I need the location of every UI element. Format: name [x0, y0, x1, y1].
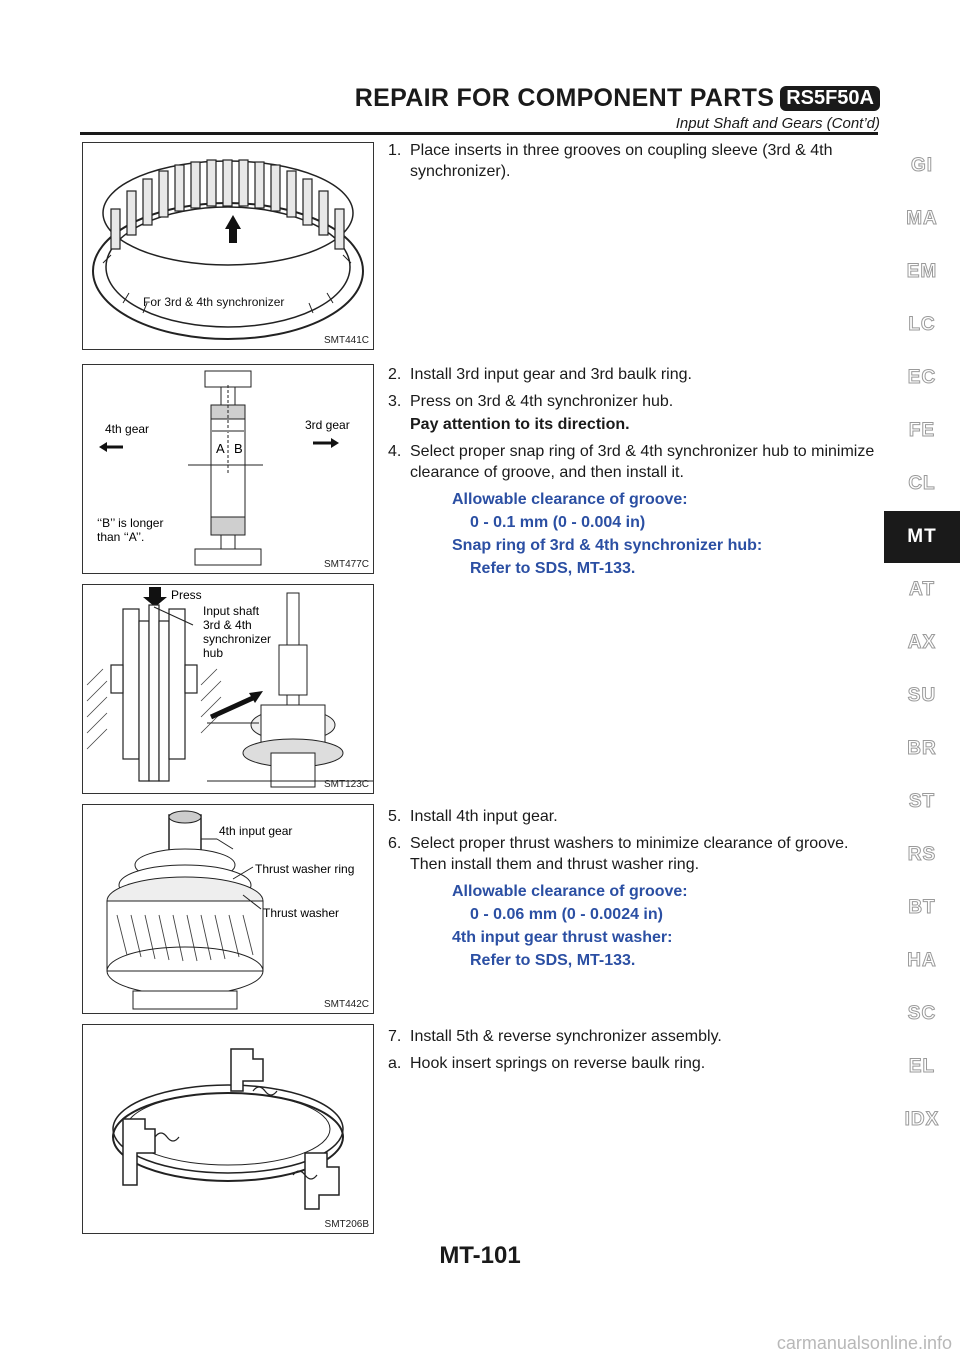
step-number: 4.	[388, 443, 402, 460]
instructions-section-4	[388, 1026, 878, 1080]
figure-code: SMT441C	[323, 335, 369, 346]
reverse-baulk-ring-illustration	[83, 1025, 373, 1233]
hub-direction-illustration	[83, 365, 373, 573]
figure-code: SMT477C	[323, 559, 369, 570]
step-text: Install 3rd input gear and 3rd baulk ring.	[410, 366, 692, 383]
spec-value: Refer to SDS, MT-133.	[470, 560, 636, 577]
spec-value: Refer to SDS, MT-133.	[470, 952, 636, 969]
step-4	[388, 441, 878, 483]
tab-lc[interactable]: LC	[908, 314, 936, 335]
tab-mt[interactable]: MT	[884, 511, 960, 563]
step-text: Hook insert springs on reverse baulk ring.	[410, 1055, 706, 1072]
step-2	[388, 364, 878, 385]
tab-fe[interactable]: FE	[908, 420, 936, 441]
spec-label: 4th input gear thrust washer:	[452, 929, 673, 946]
tab-em[interactable]: EM	[906, 261, 938, 282]
label-a: A	[216, 441, 225, 456]
step-1	[388, 140, 878, 182]
4th-input-gear-illustration	[83, 805, 373, 1013]
figure-code: SMT442C	[323, 999, 369, 1010]
step-number: 3.	[388, 393, 402, 410]
tab-at[interactable]: AT	[909, 579, 935, 600]
label-3rd-gear: 3rd gear	[305, 418, 350, 432]
label-b: B	[234, 441, 243, 456]
instructions-section-1	[388, 140, 878, 188]
step-5	[388, 806, 878, 827]
step-text: Select proper snap ring of 3rd & 4th synchronizer hub to minimize clearance of groove, and then install it.	[410, 443, 875, 481]
note-line-1: ‘‘B’’ is longer	[97, 516, 164, 530]
model-badge: RS5F50A	[780, 86, 880, 111]
figure-code: SMT206B	[324, 1219, 369, 1230]
step-3	[388, 391, 878, 412]
step-text: Install 5th & reverse synchronizer assembly.	[410, 1028, 722, 1045]
note-line-2: than ‘‘A’’.	[97, 530, 145, 544]
page-number: MT-101	[439, 1242, 521, 1269]
spec-label: Allowable clearance of groove:	[452, 491, 688, 508]
tab-el[interactable]: EL	[908, 1056, 936, 1077]
header-rule	[80, 132, 878, 135]
tab-gi[interactable]: GI	[910, 155, 934, 176]
step-number: 1.	[388, 142, 402, 159]
figure-4th-input-gear	[82, 804, 374, 1014]
step-text: Place inserts in three grooves on coupling sleeve (3rd & 4th synchronizer).	[410, 142, 833, 180]
figure-reverse-baulk-ring	[82, 1024, 374, 1234]
page-title: REPAIR FOR COMPONENT PARTS	[354, 84, 775, 112]
page-subtitle: Input Shaft and Gears (Cont’d)	[675, 115, 880, 132]
step-7	[388, 1026, 878, 1047]
tab-st[interactable]: ST	[908, 791, 936, 812]
spec-label: Allowable clearance of groove:	[452, 883, 688, 900]
tab-cl[interactable]: CL	[908, 473, 936, 494]
step-number: 5.	[388, 808, 402, 825]
step-6	[388, 833, 878, 875]
spec-label: Snap ring of 3rd & 4th synchronizer hub:	[452, 537, 763, 554]
figure-press-hub	[82, 584, 374, 794]
tab-su[interactable]: SU	[907, 685, 937, 706]
instructions-section-3	[388, 806, 878, 973]
tab-ha[interactable]: HA	[907, 950, 937, 971]
step-text: Select proper thrust washers to minimize clearance of groove. Then install them and thrust washer ring.	[410, 835, 849, 873]
label-4th-gear: 4th gear	[105, 422, 150, 436]
coupling-sleeve-illustration	[83, 143, 373, 349]
label-4th-input-gear: 4th input gear	[219, 824, 293, 838]
header-title-line	[300, 84, 880, 113]
spec-value: 0 - 0.06 mm (0 - 0.0024 in)	[470, 906, 663, 923]
tab-sc[interactable]: SC	[907, 1003, 937, 1024]
label-hub: hub	[203, 646, 224, 660]
tab-ma[interactable]: MA	[906, 208, 938, 229]
step-number: a.	[388, 1055, 402, 1072]
tab-bt[interactable]: BT	[908, 897, 936, 918]
figure-code: SMT123C	[323, 779, 369, 790]
figure-label: For 3rd & 4th synchronizer	[143, 295, 285, 309]
label-synchronizer: synchronizer	[203, 632, 272, 646]
press-hub-illustration	[83, 585, 373, 793]
label-input-shaft: Input shaft	[203, 604, 260, 618]
spec-value: 0 - 0.1 mm (0 - 0.004 in)	[470, 514, 646, 531]
label-press: Press	[171, 588, 202, 602]
tab-br[interactable]: BR	[907, 738, 937, 759]
step-number: 7.	[388, 1028, 402, 1045]
label-thrust-washer-ring: Thrust washer ring	[255, 862, 355, 876]
tab-rs[interactable]: RS	[907, 844, 937, 865]
page-header	[300, 84, 880, 132]
instructions-section-2	[388, 364, 878, 581]
tab-ec[interactable]: EC	[907, 367, 937, 388]
step-text: Install 4th input gear.	[410, 808, 558, 825]
step-3-note: Pay attention to its direction.	[410, 416, 630, 433]
watermark: carmanualsonline.info	[776, 1333, 952, 1353]
step-number: 6.	[388, 835, 402, 852]
figure-hub-direction	[82, 364, 374, 574]
figure-coupling-sleeve	[82, 142, 374, 350]
label-3rd-4th: 3rd & 4th	[203, 618, 252, 632]
step-text: Press on 3rd & 4th synchronizer hub.	[410, 393, 674, 410]
step-number: 2.	[388, 366, 402, 383]
step-a	[388, 1053, 878, 1074]
label-thrust-washer: Thrust washer	[263, 906, 340, 920]
tab-idx[interactable]: IDX	[904, 1109, 940, 1130]
tab-ax[interactable]: AX	[907, 632, 937, 653]
